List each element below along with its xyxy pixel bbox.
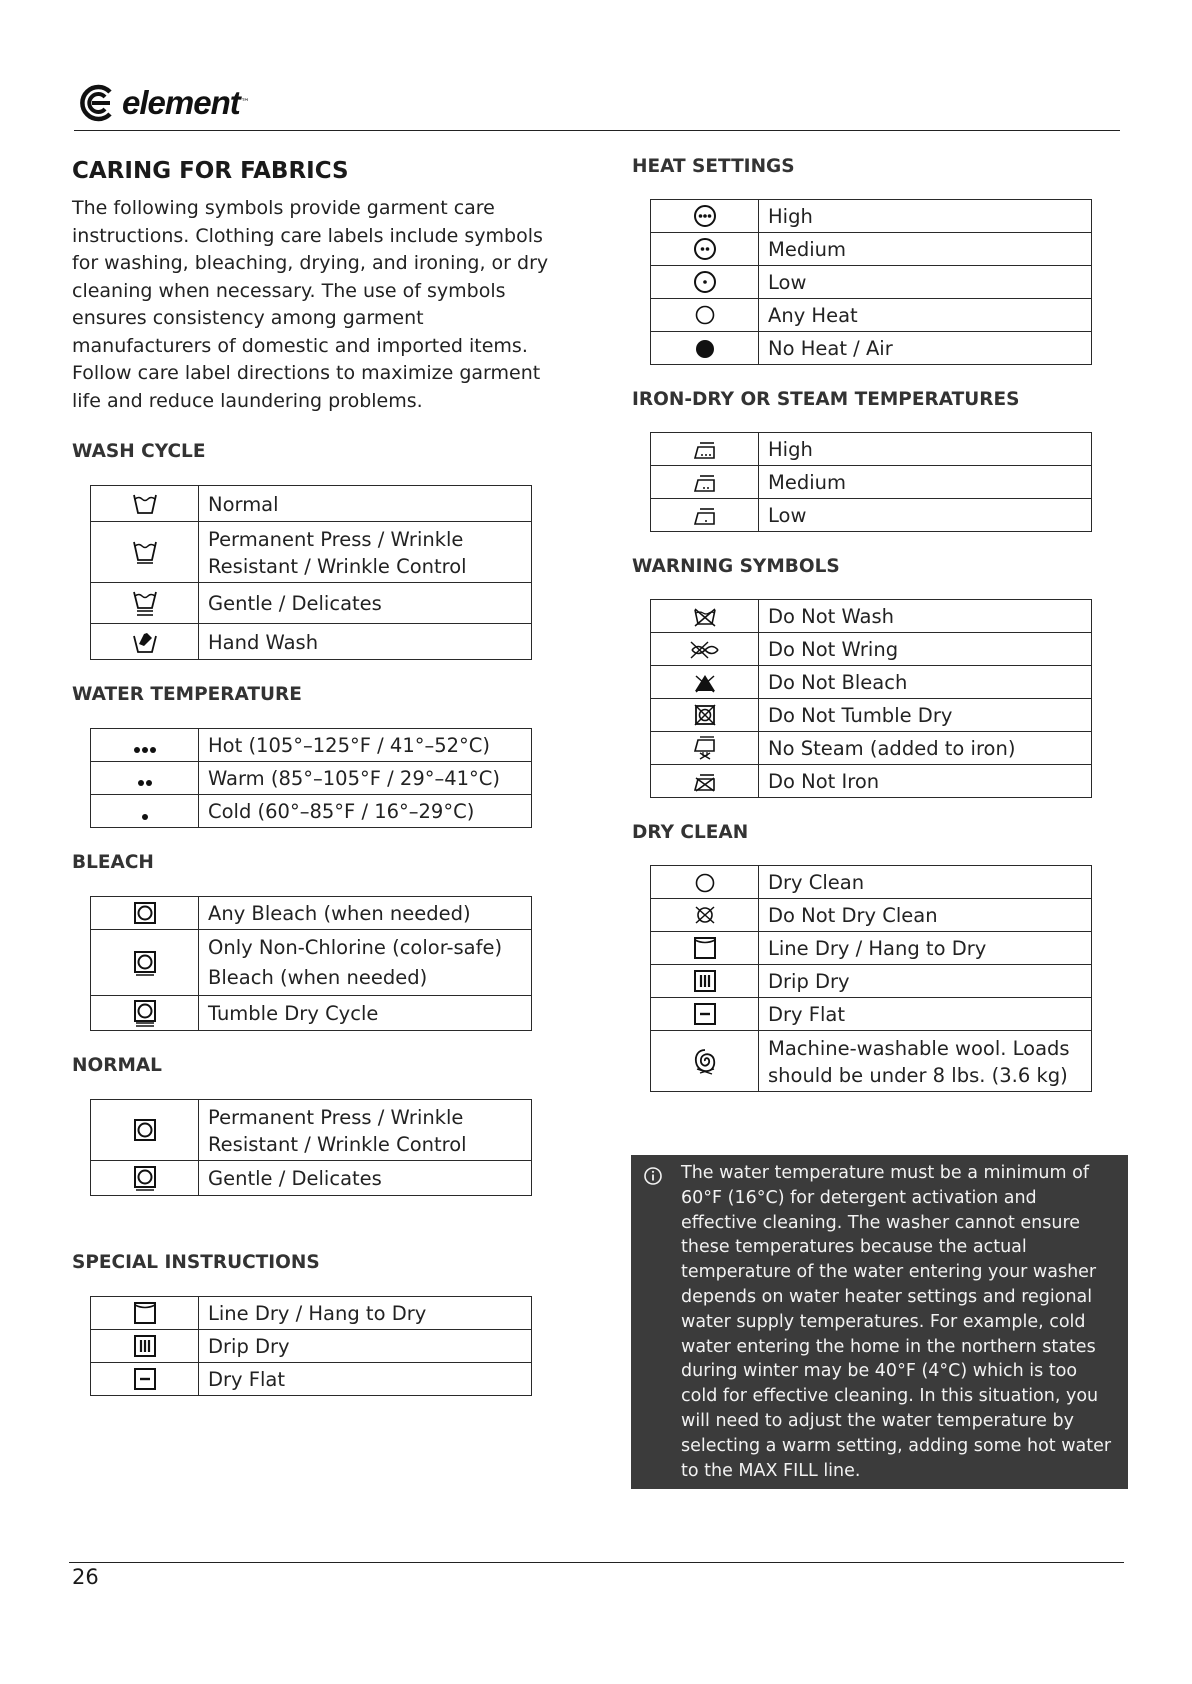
table-row xyxy=(91,729,532,762)
table-row xyxy=(651,998,1092,1031)
row-label: Hot (105°–125°F / 41°–52°C) xyxy=(199,729,532,762)
one-dot-icon xyxy=(130,802,160,822)
table-row xyxy=(91,624,532,660)
table-row xyxy=(651,932,1092,965)
icon-cell xyxy=(651,666,759,699)
table-row xyxy=(651,1031,1092,1092)
icon-cell xyxy=(651,866,759,899)
row-label: No Steam (added to iron) xyxy=(759,732,1092,765)
table-row xyxy=(651,633,1092,666)
table-row xyxy=(91,1297,532,1330)
tub-gentle-icon xyxy=(132,589,158,617)
info-icon xyxy=(643,1166,663,1186)
row-label: Line Dry / Hang to Dry xyxy=(199,1297,532,1330)
tumble-any-icon xyxy=(133,901,157,925)
table-row xyxy=(651,866,1092,899)
icon-cell xyxy=(651,600,759,633)
element-logo-icon xyxy=(78,83,118,123)
table-row xyxy=(651,332,1092,365)
table-row xyxy=(91,795,532,828)
no-steam-icon xyxy=(692,735,718,761)
iron-medium-icon xyxy=(692,472,718,494)
special-instructions-table xyxy=(90,1296,532,1396)
left-column xyxy=(72,156,552,1396)
bleach-table xyxy=(90,896,532,1031)
dry-clean-heading: DRY CLEAN xyxy=(632,822,749,843)
right-column xyxy=(632,156,1132,1092)
icon-cell xyxy=(91,583,199,624)
row-label: Gentle / Delicates xyxy=(199,1161,532,1196)
table-row xyxy=(91,1161,532,1196)
icon-cell xyxy=(91,1330,199,1363)
table-row xyxy=(651,233,1092,266)
table-row xyxy=(91,486,532,522)
icon-cell xyxy=(651,932,759,965)
tub-permanent-press-icon xyxy=(132,539,158,565)
icon-cell xyxy=(651,499,759,532)
icon-cell xyxy=(651,200,759,233)
heat-any-icon xyxy=(693,303,717,327)
intro-paragraph: The following symbols provide garment care instructions. Clothing care labels include symbols for washing, bleaching, drying, and ironing, or dry cleaning when necessary. The use of symbols ensures consistency among garment manufacturers of domestic and imported items. Follow care label directions to maximize garment life and reduce laundering problems. xyxy=(72,197,549,412)
row-label: Do Not Dry Clean xyxy=(759,899,1092,932)
icon-cell xyxy=(91,729,199,762)
table-row xyxy=(651,732,1092,765)
icon-cell xyxy=(91,996,199,1031)
icon-cell xyxy=(91,1297,199,1330)
heat-medium-icon xyxy=(693,237,717,261)
dry-clean-icon xyxy=(693,870,717,894)
dry-flat-icon xyxy=(693,1002,717,1026)
do-not-dry-clean-icon xyxy=(693,903,717,927)
iron-low-icon xyxy=(692,505,718,527)
row-label: Do Not Bleach xyxy=(759,666,1092,699)
normal-heading: NORMAL xyxy=(72,1055,162,1076)
special-instructions-heading: SPECIAL INSTRUCTIONS xyxy=(72,1252,320,1273)
table-row xyxy=(651,666,1092,699)
row-label: Do Not Tumble Dry xyxy=(759,699,1092,732)
line-dry-icon xyxy=(133,1301,157,1325)
row-label: Tumble Dry Cycle xyxy=(199,996,532,1031)
row-label: Dry Flat xyxy=(199,1363,532,1396)
row-label: Low xyxy=(759,499,1092,532)
row-label: Dry Clean xyxy=(759,866,1092,899)
row-label: Only Non-Chlorine (color-safe) Bleach (when needed) xyxy=(199,930,532,996)
row-label: Do Not Iron xyxy=(759,765,1092,798)
heat-high-icon xyxy=(693,204,717,228)
header-divider xyxy=(74,130,1120,131)
icon-cell xyxy=(651,233,759,266)
wash-cycle-heading: WASH CYCLE xyxy=(72,441,206,462)
row-label: Low xyxy=(759,266,1092,299)
icon-cell xyxy=(91,897,199,930)
table-row xyxy=(651,899,1092,932)
row-label: Gentle / Delicates xyxy=(199,583,532,624)
heat-settings-heading: HEAT SETTINGS xyxy=(632,156,795,177)
do-not-wring-icon xyxy=(688,640,722,660)
icon-cell xyxy=(91,930,199,996)
warning-symbols-table xyxy=(650,599,1092,798)
table-row xyxy=(651,600,1092,633)
row-label: Permanent Press / Wrinkle Resistant / Wrinkle Control xyxy=(199,522,532,583)
two-dots-icon xyxy=(130,769,160,789)
table-row xyxy=(651,299,1092,332)
table-row xyxy=(91,1363,532,1396)
do-not-wash-icon xyxy=(692,606,718,628)
row-label: Cold (60°–85°F / 16°–29°C) xyxy=(199,795,532,828)
tumble-nonchlorine-icon xyxy=(133,950,157,976)
dry-flat-icon xyxy=(133,1367,157,1391)
row-label: High xyxy=(759,433,1092,466)
do-not-iron-icon xyxy=(692,771,718,793)
row-label: Normal xyxy=(199,486,532,522)
icon-cell xyxy=(651,899,759,932)
table-row xyxy=(651,699,1092,732)
icon-cell xyxy=(651,998,759,1031)
icon-cell xyxy=(91,1161,199,1196)
icon-cell xyxy=(651,466,759,499)
brand-name: element xyxy=(122,84,240,121)
footer-divider xyxy=(69,1562,1124,1563)
tub-normal-icon xyxy=(132,492,158,516)
table-row xyxy=(91,522,532,583)
icon-cell xyxy=(651,266,759,299)
iron-high-icon xyxy=(692,439,718,461)
do-not-tumble-dry-icon xyxy=(693,703,717,727)
icon-cell xyxy=(651,699,759,732)
table-row xyxy=(91,897,532,930)
row-label: Warm (85°–105°F / 29°–41°C) xyxy=(199,762,532,795)
tumble-gentle-icon xyxy=(133,1165,157,1191)
icon-cell xyxy=(651,1031,759,1092)
icon-cell xyxy=(91,1100,199,1161)
row-label: Dry Flat xyxy=(759,998,1092,1031)
table-row xyxy=(651,466,1092,499)
row-label: Any Bleach (when needed) xyxy=(199,897,532,930)
table-row xyxy=(651,200,1092,233)
table-row xyxy=(651,499,1092,532)
table-row xyxy=(651,765,1092,798)
page-number: 26 xyxy=(72,1565,99,1589)
icon-cell xyxy=(91,795,199,828)
table-row xyxy=(91,996,532,1031)
icon-cell xyxy=(651,633,759,666)
row-label: No Heat / Air xyxy=(759,332,1092,365)
row-label: Line Dry / Hang to Dry xyxy=(759,932,1092,965)
table-row xyxy=(651,965,1092,998)
table-row xyxy=(91,762,532,795)
row-label: Do Not Wash xyxy=(759,600,1092,633)
wash-cycle-table xyxy=(90,485,532,660)
line-dry-icon xyxy=(693,936,717,960)
icon-cell xyxy=(651,433,759,466)
row-label: Medium xyxy=(759,233,1092,266)
row-label: High xyxy=(759,200,1092,233)
heat-settings-table xyxy=(650,199,1092,365)
icon-cell xyxy=(651,765,759,798)
row-label: Do Not Wring xyxy=(759,633,1092,666)
bleach-heading: BLEACH xyxy=(72,852,154,873)
wool-icon xyxy=(692,1047,718,1075)
note-text: The water temperature must be a minimum of 60°F (16°C) for detergent activation and effective cleaning. The washer cannot ensure these temperatures because the actual temperature of the water entering your washer depends on water heater settings and regional water supply temperatures. For example, cold water entering the home in the northern states during winter may be 40°F (4°C) which is too cold for effective cleaning. In this situation, you will need to adjust the water temperature by selecting a warm setting, adding some hot water to the MAX FILL line. xyxy=(681,1163,1112,1481)
table-row xyxy=(651,433,1092,466)
table-row xyxy=(91,1330,532,1363)
warning-symbols-heading: WARNING SYMBOLS xyxy=(632,556,840,577)
brand-logo xyxy=(78,80,250,126)
drip-dry-icon xyxy=(133,1334,157,1358)
icon-cell xyxy=(91,624,199,660)
tumble-permanent-press-icon xyxy=(133,1118,157,1142)
water-temperature-note xyxy=(631,1155,1128,1489)
three-dots-icon xyxy=(130,736,160,756)
tumble-cycle-icon xyxy=(133,999,157,1027)
table-row xyxy=(91,1100,532,1161)
table-row xyxy=(91,930,532,996)
row-label: Medium xyxy=(759,466,1092,499)
table-row xyxy=(651,266,1092,299)
icon-cell xyxy=(651,732,759,765)
water-temperature-table xyxy=(90,728,532,828)
icon-cell xyxy=(651,965,759,998)
table-row xyxy=(91,583,532,624)
dry-clean-table xyxy=(650,865,1092,1092)
icon-cell xyxy=(91,486,199,522)
icon-cell xyxy=(651,299,759,332)
iron-temperatures-heading: IRON-DRY OR STEAM TEMPERATURES xyxy=(632,389,1020,410)
iron-temperatures-table xyxy=(650,432,1092,532)
no-heat-icon xyxy=(693,336,717,360)
icon-cell xyxy=(91,1363,199,1396)
row-label: Any Heat xyxy=(759,299,1092,332)
page-title: CARING FOR FABRICS xyxy=(72,158,349,184)
row-label: Permanent Press / Wrinkle Resistant / Wrinkle Control xyxy=(199,1100,532,1161)
hand-wash-icon xyxy=(132,630,158,654)
icon-cell xyxy=(651,332,759,365)
drip-dry-icon xyxy=(693,969,717,993)
row-label: Drip Dry xyxy=(759,965,1092,998)
icon-cell xyxy=(91,762,199,795)
row-label: Hand Wash xyxy=(199,624,532,660)
water-temperature-heading: WATER TEMPERATURE xyxy=(72,684,302,705)
brand-trademark: ™ xyxy=(240,98,250,108)
row-label: Machine-washable wool. Loads should be under 8 lbs. (3.6 kg) xyxy=(759,1031,1092,1092)
icon-cell xyxy=(91,522,199,583)
heat-low-icon xyxy=(693,270,717,294)
normal-table xyxy=(90,1099,532,1196)
row-label: Drip Dry xyxy=(199,1330,532,1363)
do-not-bleach-icon xyxy=(692,672,718,694)
